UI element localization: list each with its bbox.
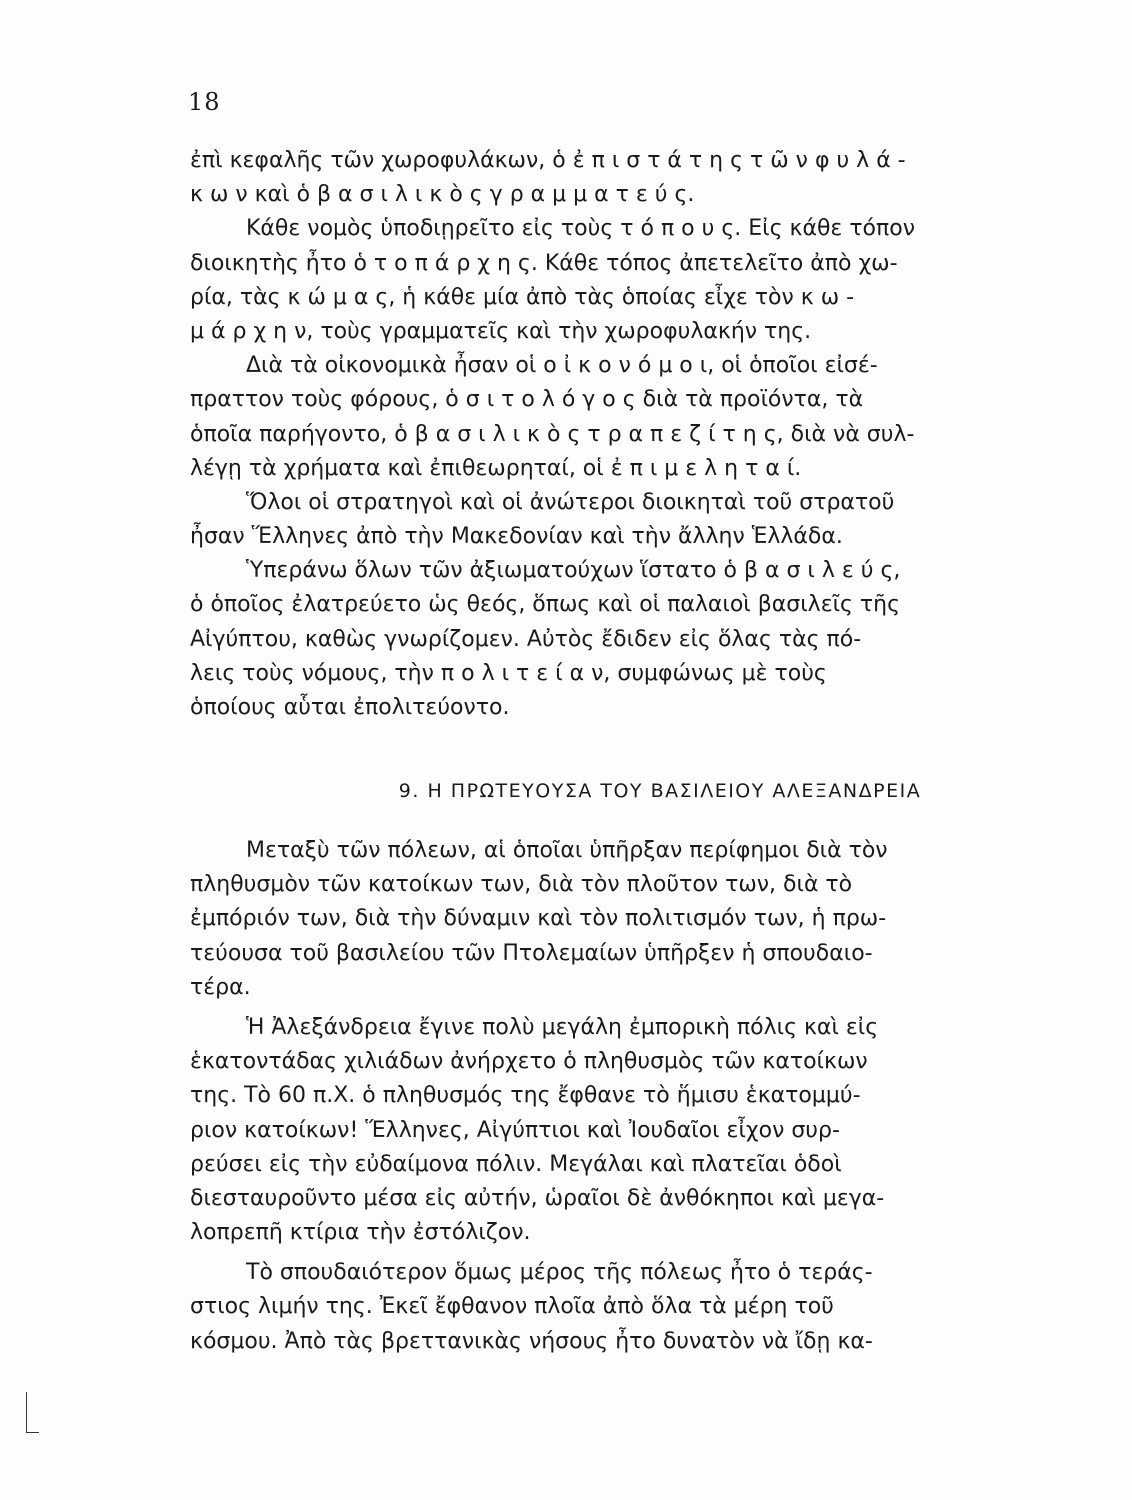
text-line: Ἡ Ἀλεξάνδρεια ἔγινε πολὺ μεγάλη ἐμπορικὴ πόλις καὶ εἰς <box>246 1014 879 1040</box>
text-line: κόσμου. Ἀπὸ τὰς βρεττανικὰς νήσους ἦτο δυνατὸν νὰ ἴδῃ κα- <box>190 1328 873 1354</box>
text-line: λοπρεπῆ κτίρια τὴν ἐστόλιζον. <box>190 1220 531 1246</box>
text-line: ἐπὶ κεφαλῆς τῶν χωροφυλάκων, ὁ ἐ π ι σ τ ά τ η ς τ ῶ ν φ υ λ ά - <box>190 148 906 173</box>
section-text-administration <box>190 144 1130 725</box>
text-line: τέρα. <box>190 974 251 1000</box>
text-line: ριον κατοίκων! Ἕλληνες, Αἰγύπτιοι καὶ Ἰουδαῖοι εἶχον συρ- <box>190 1117 840 1143</box>
text-line: πληθυσμὸν τῶν κατοίκων των, διὰ τὸν πλοῦτον των, διὰ τὸ <box>190 872 853 898</box>
text-line: ρεύσει εἰς τὴν εὐδαίμονα πόλιν. Μεγάλαι καὶ πλατεῖαι ὁδοὶ <box>190 1151 842 1177</box>
text-line: στιος λιμήν της. Ἐκεῖ ἔφθανον πλοῖα ἀπὸ ὅλα τὰ μέρη τοῦ <box>190 1294 834 1320</box>
text-line: Κάθε νομὸς ὑποδιῃρεῖτο εἰς τοὺς τ ό π ο υ ς. Εἰς κάθε τόπον <box>246 216 916 242</box>
text-line: διοικητὴς ἦτο ὁ τ ο π ά ρ χ η ς. Κάθε τόπος ἀπετελεῖτο ἀπὸ χω- <box>190 250 898 276</box>
text-line: ἦσαν Ἕλληνες ἀπὸ τὴν Μακεδονίαν καὶ τὴν ἄλλην Ἑλλάδα. <box>190 524 843 550</box>
text-line: Τὸ σπουδαιότερον ὅμως μέρος τῆς πόλεως ἦτο ὁ τεράς- <box>246 1260 873 1286</box>
text-line: πραττον τοὺς φόρους, ὁ σ ι τ ο λ ό γ ο ς διὰ τὰ προϊόντα, τὰ <box>190 387 864 413</box>
text-line: Διὰ τὰ οἰκονομικὰ ἦσαν οἱ ο ἰ κ ο ν ό μ ο ι, οἱ ὁποῖοι εἰσέ- <box>246 353 878 379</box>
text-line: διεσταυροῦντο μέσα εἰς αὐτήν, ὡραῖοι δὲ ἀνθόκηποι καὶ μεγα- <box>190 1185 885 1211</box>
text-line: ὁποίους αὗται ἐπολιτεύοντο. <box>190 695 510 720</box>
text-line: μ ά ρ χ η ν, τοὺς γραμματεῖς καὶ τὴν χωροφυλακήν της. <box>190 318 812 344</box>
page-number: 18 <box>188 88 221 116</box>
text-line: Μεταξὺ τῶν πόλεων, αἱ ὁποῖαι ὑπῆρξαν περίφημοι διὰ τὸν <box>246 838 888 863</box>
text-line: ἐμπόριόν των, διὰ τὴν δύναμιν καὶ τὸν πολιτισμόν των, ἡ πρω- <box>190 906 887 932</box>
text-line: ὁποῖα παρήγοντο, ὁ β α σ ι λ ι κ ὸ ς τ ρ α π ε ζ ί τ η ς, διὰ νὰ συλ- <box>190 421 915 447</box>
section-heading: 9. Η ΠΡΩΤΕΥΟΥΣΑ ΤΟΥ ΒΑΣΙΛΕΙΟΥ ΑΛΕΞΑΝΔΡΕΙΑ <box>398 780 922 802</box>
text-line: Ὑπεράνω ὅλων τῶν ἀξιωματούχων ἵστατο ὁ β α σ ι λ ε ύ ς, <box>246 558 901 584</box>
text-line: της. Τὸ 60 π.Χ. ὁ πληθυσμός της ἔφθανε τὸ ἥμισυ ἑκατομμύ- <box>190 1083 861 1109</box>
text-line: Αἰγύπτου, καθὼς γνωρίζομεν. Αὐτὸς ἔδιδεν εἰς ὅλας τὰς πό- <box>190 626 862 652</box>
text-line: λεις τοὺς νόμους, τὴν π ο λ ι τ ε ί α ν, συμφώνως μὲ τοὺς <box>190 660 827 686</box>
text-line: λέγῃ τὰ χρήματα καὶ ἐπιθεωρηταί, οἱ ἐ π ι μ ε λ η τ α ί. <box>190 455 802 481</box>
text-line: κ ω ν καὶ ὁ β α σ ι λ ι κ ὸ ς γ ρ α μ μ α τ ε ύ ς. <box>190 182 695 208</box>
text-line: τεύουσα τοῦ βασιλείου τῶν Πτολεμαίων ὑπῆρξεν ἡ σπουδαιο- <box>190 940 873 966</box>
binding-mark <box>26 1392 39 1433</box>
text-line: ρία, τὰς κ ώ μ α ς, ἡ κάθε μία ἀπὸ τὰς ὁποίας εἶχε τὸν κ ω - <box>190 284 855 310</box>
text-line: Ὅλοι οἱ στρατηγοὶ καὶ οἱ ἀνώτεροι διοικηταὶ τοῦ στρατοῦ <box>246 489 895 515</box>
text-line: ἑκατοντάδας χιλιάδων ἀνήρχετο ὁ πληθυσμὸς τῶν κατοίκων <box>190 1049 868 1075</box>
text-line: ὁ ὁποῖος ἐλατρεύετο ὡς θεός, ὅπως καὶ οἱ παλαιοὶ βασιλεῖς τῆς <box>190 592 901 618</box>
section-text-alexandria <box>190 834 1130 1359</box>
